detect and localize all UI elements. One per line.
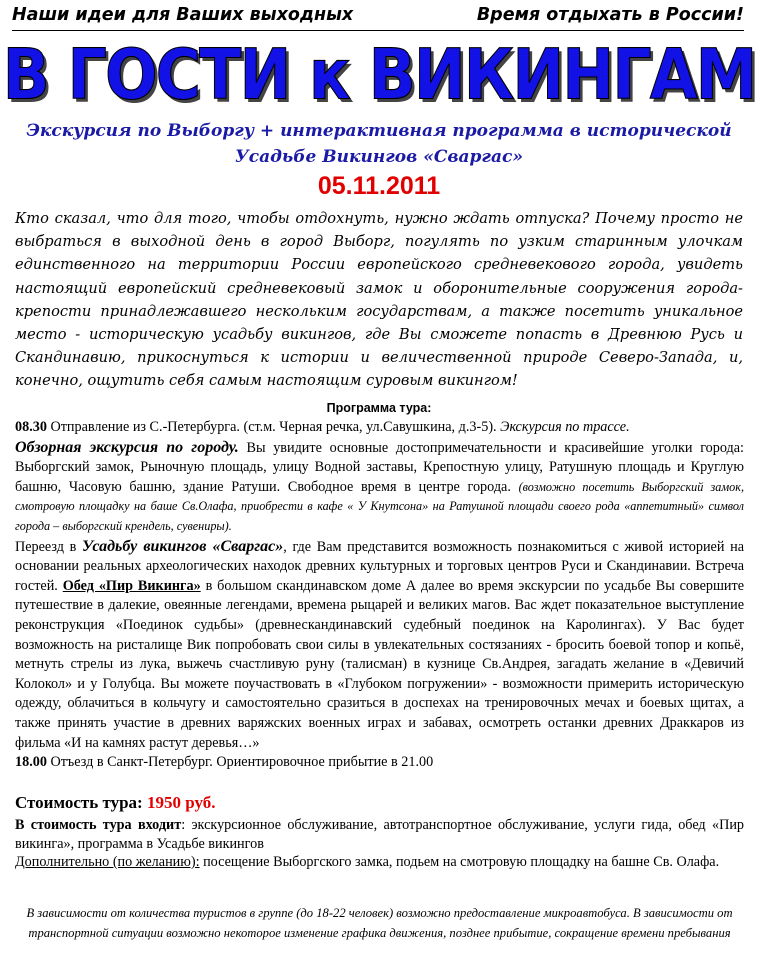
return-time: 18.00: [15, 754, 47, 771]
footnote: В зависимости от количества туристов в группе (до 18-22 человек) возможно предоставление микроавтобуса. В зависимости от транспортной ситуации возможно некоторое изменение графика движения, позднее прибытие, сокращение времени пребывания: [26, 906, 733, 940]
intro-paragraph: Кто сказал, что для того, чтобы отдохнуть, нужно ждать отпуска? Почему просто не выбраться в выходной день в город Выборг, погулять по узким старинным улочкам единственного на территории России европейского средневекового города, увидеть настоящий европейский средневековый замок и оборонительные сооружения города-крепости принадлежавшего нескольким государствам, а также посетить уникальное место - историческую усадьбу викингов, где Вы сможете попасть в Древнюю Русь и Скандинавию, прикоснуться к истории и величественной природе Северо-Запада, и, конечно, ощутить себя самым настоящим суровым викингом!: [15, 210, 743, 390]
departure-line: [15, 418, 744, 438]
lunch-title: Обед «Пир Викинга»: [62, 577, 201, 594]
included-text: : экскурсионное обслуживание, автотранспортное обслуживание, услуги гида, обед «Пир викинга», программа в Усадьбе викингов: [15, 817, 745, 852]
transfer-prefix: Переезд в: [15, 538, 77, 555]
estate-text-2: в большом скандинавском доме А далее во время экскурсии по усадьбе Вы совершите путешествие в далекие, овеянные легендами, времена рыцарей и великих магов. Вас ждет показательное выступление реконструкция «Поединок судьбы» (древнескандинавский судебный поединок на Каролингах). У Вас будет возможность на ристалище Вик попробовать свои силы в увлекательных состязаниях - бросить боевой топор и копьё, метнуть стрелы из лука, выжечь счастливую руну (талисман) в кузнице Св.Андрея, загадать желание в «Девичий Колокол» и у Голубца. Вы можете поучаствовать в «Глубоком погружении» - возможности примерить историческую одежду, облачиться в кольчугу и самостоятельно сразиться в доспехах на тренировочных мечах и боевых щитах, а также принять участие в древних варяжских военных играх и забавах, осмотреть останки древних Драккаров из фильма «И на камнях растут деревья…»: [15, 577, 745, 751]
estate-text-1: , где Вам представится возможность познакомиться с живой историей на основании реальных археологических находок древних культурных и торговых центров Руси и Скандинавии. Встреча гостей.: [15, 538, 745, 594]
extra-line: [15, 853, 744, 872]
extra-label: Дополнительно (по желанию):: [15, 854, 200, 870]
program-heading: Программа тура:: [326, 401, 432, 415]
extra-text: посещение Выборгского замка, подьем на смотровую площадку на башне Св. Олафа.: [203, 854, 720, 870]
page-title: В ГОСТИ к ВИКИНГАМ: [2, 33, 756, 116]
city-tour-note: (возможно посетить Выборгский замок, смотровую площадку на баше Св.Олафа, приобрести в кафе « У Кнутсона» на Ратушной площади своего рода «аппетитный» символ города – выборгский крендель, сувениры).: [15, 479, 745, 533]
city-tour-paragraph: [15, 438, 744, 537]
city-tour-text: Вы увидите основные достопримечательности и красивейшие уголки города: Выборгский замок, Рыночную площадь, улицу Водной заставы, Крепостную улицу, Ратушную площадь и Круглую башню, Часовую башню, здание Ратуши. Свободное время в центре города.: [15, 439, 745, 495]
included-section: [15, 816, 744, 872]
included-label: В стоимость тура входит: [15, 817, 182, 833]
included-line: [15, 816, 744, 853]
cost-label: Стоимость тура:: [15, 793, 143, 812]
estate-name: Усадьбу викингов «Сваргас»: [82, 537, 284, 555]
return-line: [15, 753, 744, 773]
cost-price: 1950 руб.: [146, 793, 216, 812]
program-body: [15, 418, 744, 773]
subtitle: Экскурсия по Выборгу + интерактивная программа в исторической Усадьбе Викингов «Сваргас»: [26, 121, 732, 167]
cost-line: [15, 793, 744, 813]
departure-text: Отправление из С.-Петербурга. (ст.м. Черная речка, ул.Савушкина, д.3-5).: [50, 419, 497, 435]
estate-paragraph: [15, 537, 744, 754]
header-slogan: Наши идеи для Ваших выходных: [12, 5, 354, 25]
tour-date: 05.11.2011: [317, 172, 441, 200]
departure-time: 08.30: [15, 419, 47, 435]
header-bar: [12, 2, 744, 31]
return-text: Отъезд в Санкт-Петербург. Ориентировочное прибытие в 21.00: [50, 754, 434, 771]
header-tagline: Время отдыхать в России!: [476, 5, 744, 25]
city-tour-title: Обзорная экскурсия по городу.: [15, 438, 239, 456]
departure-note: Экскурсия по трассе.: [500, 419, 630, 435]
